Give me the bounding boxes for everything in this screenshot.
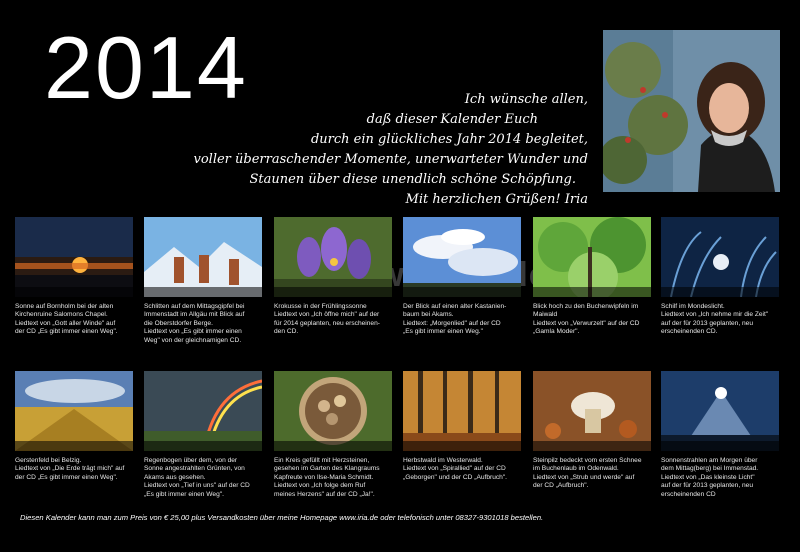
calendar-strip [274,287,392,297]
month-photo [144,217,262,297]
month-tile [661,371,779,499]
month-photo [403,217,521,297]
month-caption: Schilf im Mondeslicht. Liedtext von „Ich nehme mir die Zeit" auf der für 2013 geplanten, neu erscheinenden CD. [661,303,769,336]
month-photo [15,371,133,451]
month-tile [403,217,521,337]
greeting-line: voller überraschender Momente, unerwarteter Wunder und [193,152,588,167]
month-caption: Sonne auf Bornholm bei der alten Kirchenruine Salomons Chapel. Liedtext von „Gott aller Winde" auf der CD „Es gibt immer einen Weg". [15,303,118,336]
calendar-strip [15,287,133,297]
greeting-line: durch ein glückliches Jahr 2014 begleitet, [310,132,588,147]
month-caption: Der Blick auf einen alter Kastanien- baum bei Akams. Liedtext: „Morgenlied" auf der CD „Es gibt immer einen Weg." [403,303,507,336]
month-photo [15,217,133,297]
calendar-strip [661,441,779,451]
month-photo [274,217,392,297]
month-tile [274,371,392,499]
month-caption: Gerstenfeld bei Belzig. Liedtext von „Die Erde trägt mich" auf der CD „Es gibt immer einen Weg". [15,457,125,481]
month-tile [403,371,521,482]
month-caption: Krokusse in der Frühlingssonne Liedtext von „Ich öffne mich" auf der für 2014 geplanten, neu erscheinen- den CD. [274,303,380,336]
month-caption: Regenbogen über dem, von der Sonne angestrahlten Grünten, von Akams aus gesehen. Liedtext von „Tief in uns" auf der CD „Es gibt immer einen Weg". [144,457,250,498]
calendar-strip [403,441,521,451]
month-photo [661,217,779,297]
month-caption: Schlitten auf dem Mittagsgipfel bei Immenstadt im Allgäu mit Blick auf die Oberstdorfer Berge. Liedtext von „Es gibt immer einen Weg" von der gleichnamigen CD. [144,303,245,344]
calendar-strip [661,287,779,297]
month-tile [533,217,651,337]
month-photo [533,217,651,297]
calendar-strip [15,441,133,451]
calendar-strip [274,441,392,451]
month-photo [144,371,262,451]
month-tile [15,371,133,482]
month-caption: Steinpilz bedeckt vom ersten Schnee im Buchenlaub im Odenwald. Liedtext von „Strub und werde" auf der CD „Aufbruch". [533,457,642,490]
order-info-footer: Diesen Kalender kann man zum Preis von € 25,00 plus Versandkosten über meine Homepage www.iria.de oder telefonisch unter 08327-9301018 bestellen. [20,513,544,522]
calendar-strip [403,287,521,297]
calendar-strip [533,287,651,297]
month-caption: Blick hoch zu den Buchenwipfeln im Maiwald Liedtext von „Verwurzelt" auf der CD „Gamla Moder". [533,303,640,336]
month-photo [274,371,392,451]
calendar-strip [533,441,651,451]
month-caption: Herbstwald im Westerwald. Liedtext von „Spirallied" auf der CD „Geborgen" und der CD „Aufbruch". [403,457,508,481]
month-tile [274,217,392,337]
greeting-line: Staunen über diese unendlich schöne Schöpfung. [249,172,576,187]
month-tile [15,217,133,337]
calendar-strip [144,441,262,451]
greeting-line: Mit herzlichen Grüßen! Iria [405,192,588,207]
month-tile [661,217,779,337]
month-caption: Ein Kreis gefüllt mit Herzsteinen, gesehen im Garten des Klangraums Kapfreute von Ilse-Maria Schmidt. Liedtext von „Ich folge dem Ruf meines Herzens" auf der CD „Ja!". [274,457,380,498]
month-tile [533,371,651,491]
month-photo [661,371,779,451]
year-title: 2014 [44,18,248,117]
month-photo [533,371,651,451]
greeting-line: Ich wünsche allen, [464,92,588,107]
greeting-line: daß dieser Kalender Euch [366,112,538,127]
month-photo [403,371,521,451]
month-tile [144,371,262,499]
month-caption: Sonnenstrahlen am Morgen über dem Mittag(berg) bei Immenstad. Liedtext von „Das kleinste Licht" auf der für 2013 geplanten, neu erscheinenden CD [661,457,759,498]
calendar-strip [144,287,262,297]
month-tile [144,217,262,345]
